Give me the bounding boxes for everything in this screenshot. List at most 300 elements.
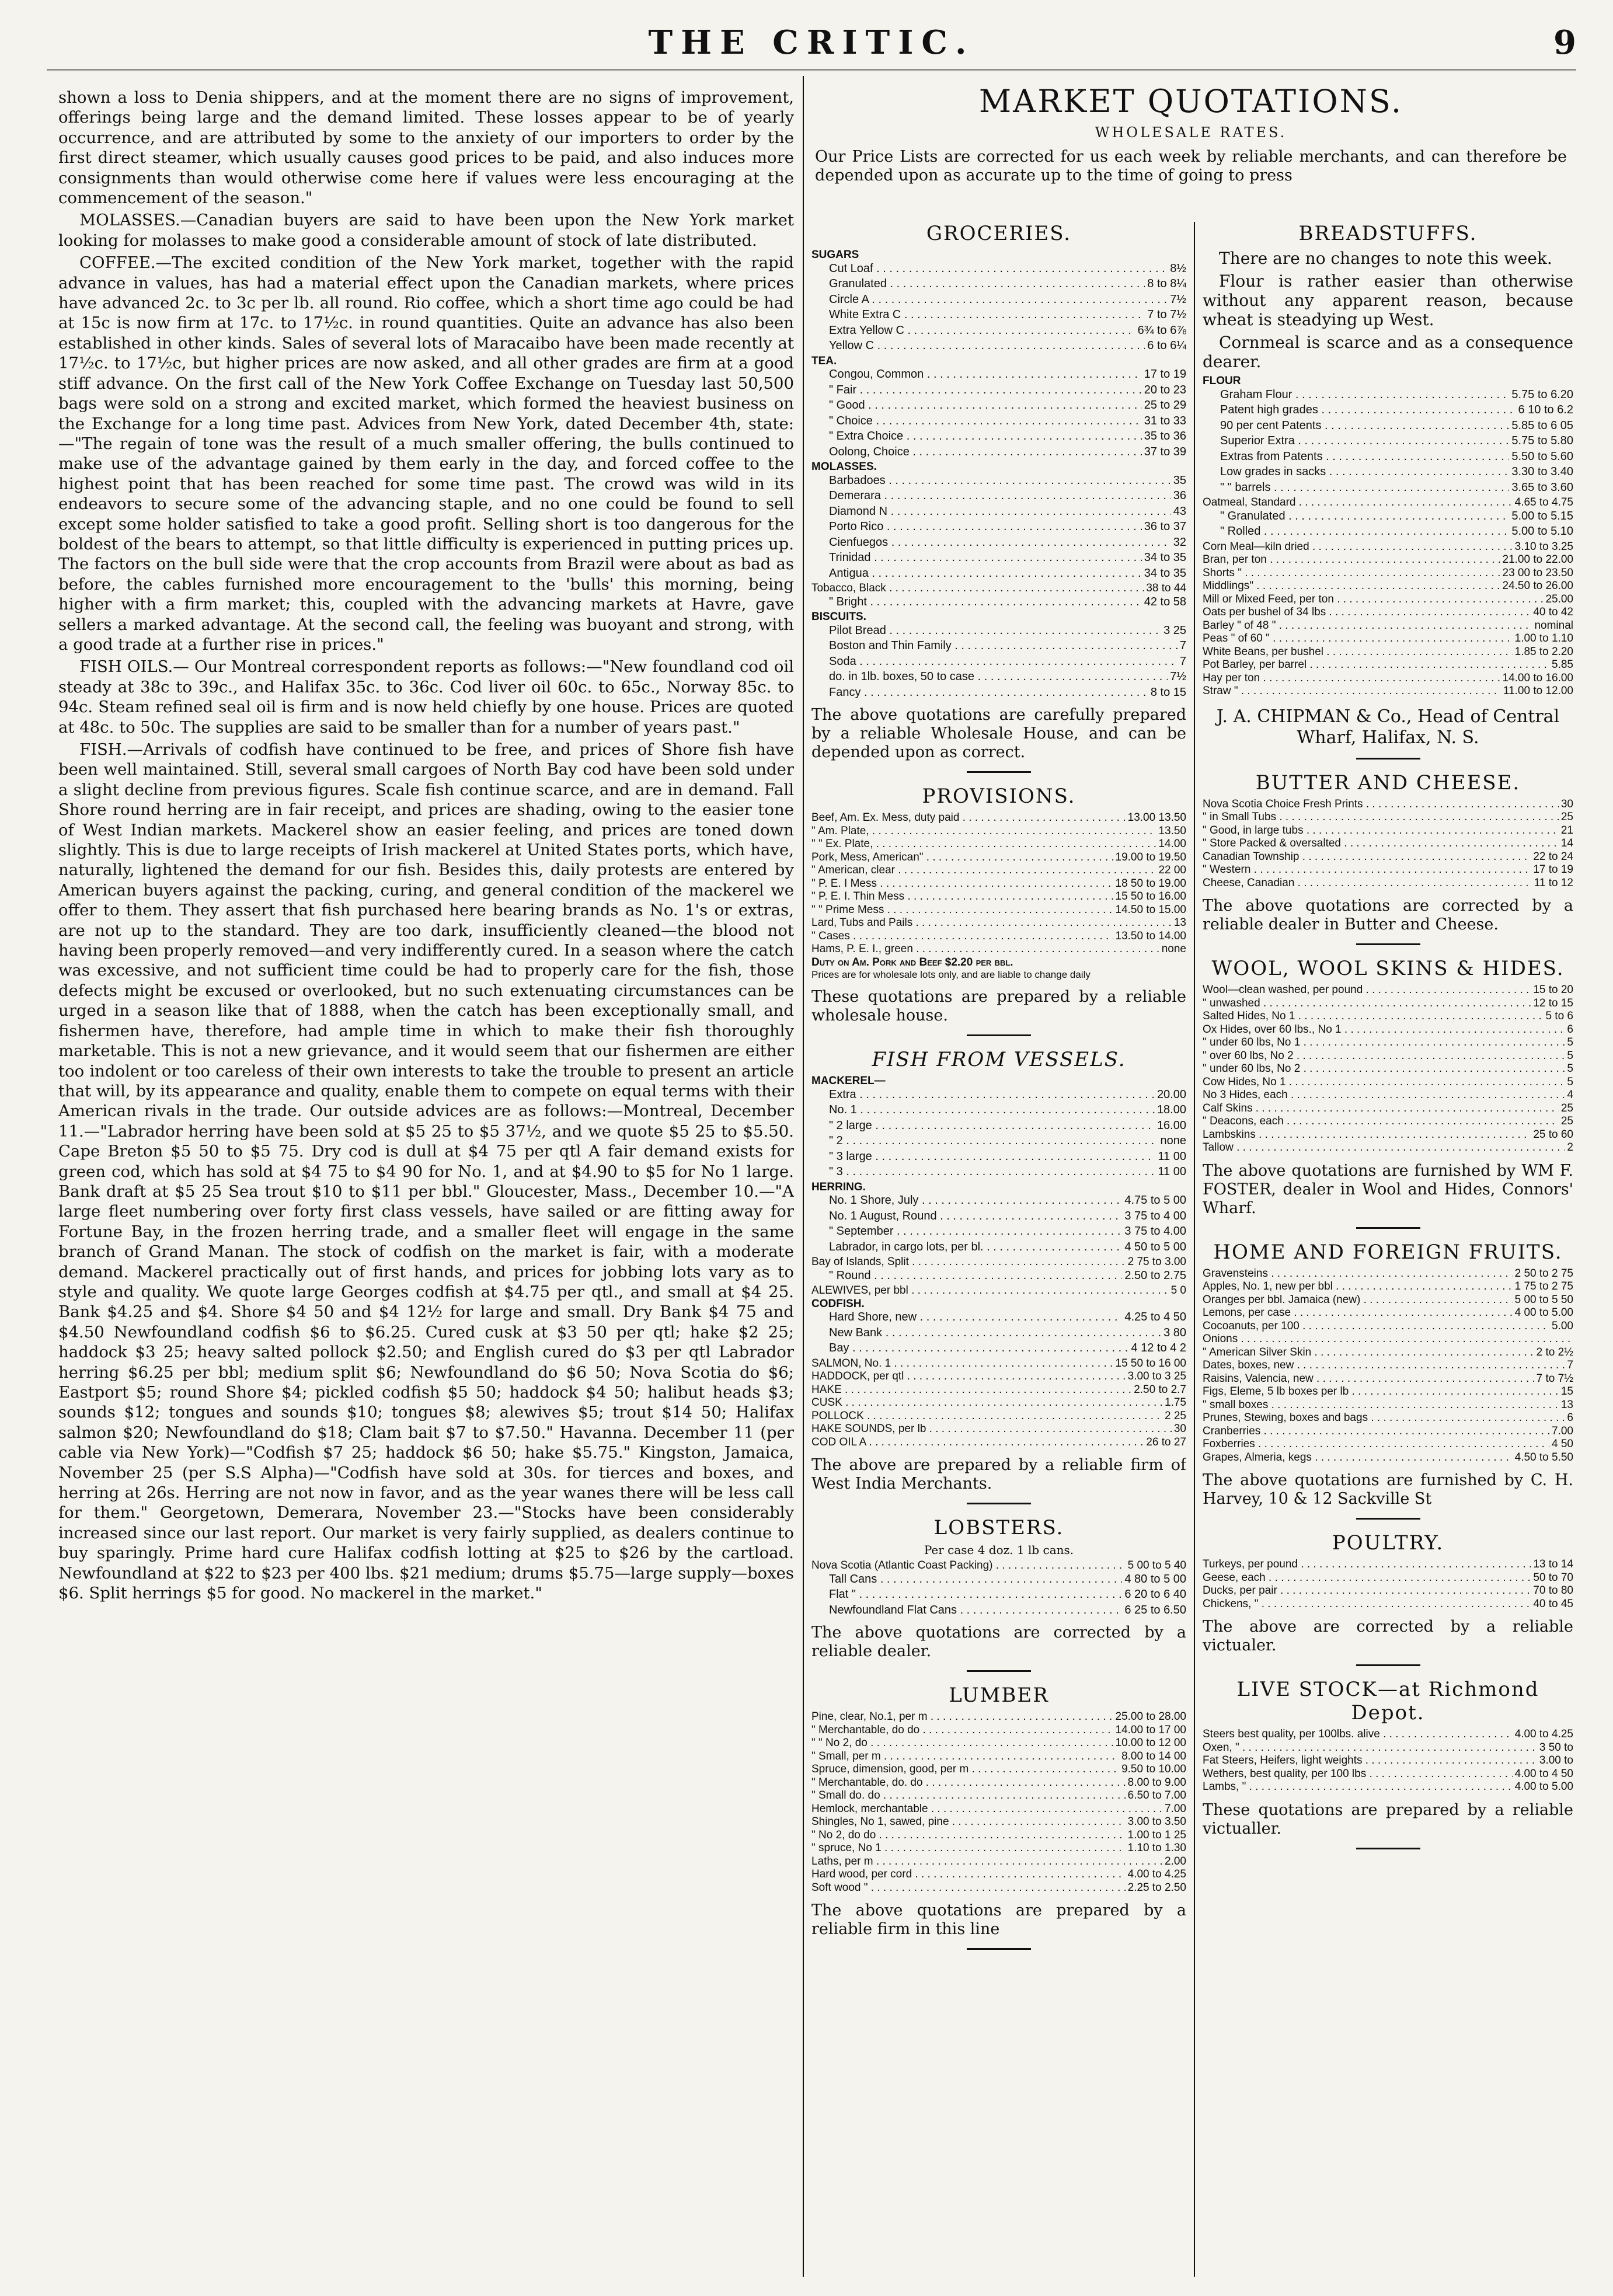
price-row [811, 1750, 1186, 1764]
price-row [811, 249, 1186, 262]
price-value: 6 20 to 6 40 [1124, 1588, 1186, 1601]
article-paragraph: FISH.—Arrivals of codfish have continued to be free, and prices of Shore fish have been well maintained. Still, several small cargoes of North Bay cod have been sold under a slight decline from previous figures. Scale fish continue scarce, and are in demand. Fall Shore round herring are in fair receipt, and prices are shading, owing to the easier tone of West Indian markets. Mackerel show an easier feeling, and prices are toned down slightly. This is due to large receipts of Irish mackerel at United States ports, which have, naturally, lightened the demand for our fish. Besides this, daily protests are entered by American buyers against the packing, curing, and general condition of the mackerel we offer to them. They assert that fish purchased here bearing brands as No. 1's or extras, are not up to the standard. They are too dark, insufficiently cleaned—the blood not having been properly removed—and very indifferently cured. In a season where the catch was excessive, and not sufficient time could be had to properly care for the fish, those defects might be excused or overlooked, but no such extenuating circumstances can be urged in a season like that of 1888, when the catch has been exceptionally small, and fishermen have, therefore, had ample time in which to make their fish thoroughly marketable. This is not a new grievance, and it would seem that our fishermen are either too indolent or too careless of their own interests to take the trouble to present an article that will, by its appearance and quality, enable them to compete on equal terms with their American rivals in the trade. Our outside advices are as follows:—Montreal, December 11.—"Labrador herring have been sold at $5 25 to $5 37½, and we quote $5 25 to $5.50. Cape Breton $5 50 to $5 75. Dry cod is dull at $4 75 per qtl A fair demand exists for green cod, which has sold at $4 75 to $4 90 for No. 1, and at $4.90 to $5 for No 1 large. Bank draft at $5 25 Sea trout $10 to $11 per bbl." Gloucester, Mass., December 10.—"A large fleet numbering over forty first class vessels, have sailed or are fitting away for Fortune Bay, in the frozen herring trade, and a smaller fleet will engage in the same branch of Grand Manan. The stock of codfish on the market is fair, with a moderate demand. Mackerel practically out of first hands, and prices for jobbing lots vary as to style and quality. We quote large Georges codfish at $4.75 per qtl., and small at $4 25. Bank $4.25 and $4. Shore $4 50 and $4 12½ for large and small. Dry Bank $4 75 and $4.50 Newfoundland codfish $6 to $6.25. Cured cusk at $3 50 per qtl; hake $2 25; haddock $3 25; heavy salted pollock $2.50; and English cured do $3 per qtl Labrador herring $6.25 per bbl; medium split $6; Newfoundland do $6 50; Nova Scotia do $6; Eastport $5; round Shore $4; pickled codfish $5 50; haddock $4 50; halibut heads $3; sounds $12; tongues and sounds $10; tongues $8; alewives $5; trout $14 50; Halifax salmon $20; Newfoundland do $18; Clam bait $7 to $7.50." Havanna. December 11 (per cable via New York)—"Codfish $7 25; haddock $6 50; hake $5.75." Kingston, Jamaica, November 25 (per S.S Alpha)—"Codfish have sold at 30s. for tierces and boxes, and herring at 26s. Herring are not now in favor, and as the year wanes there will be less call for them." Georgetown, Demerara, November 23.—"Stocks have been considerably increased since our last report. Our market is very fairly supplied, as dealers continue to buy sparingly. Prime hard cure Halifax codfish lotting at $25 to $26 by the cartload. Newfoundland at $22 to $23 per 400 lbs. $21 medium; drums $5.75—large supply—boxes $6. Split herrings $5 for good. No mackerel in the market." [58, 740, 794, 1603]
price-row [1203, 863, 1573, 877]
price-value [1184, 249, 1186, 262]
price-value: 25 to 60 [1533, 1128, 1573, 1141]
price-item: " unwashed . . . [1203, 997, 1531, 1011]
groceries-title: GROCERIES. [926, 222, 1072, 245]
price-row [1203, 606, 1573, 619]
price-item: Laths, per m . . . [811, 1855, 1162, 1869]
article-paragraph: shown a loss to Denia shippers, and at the moment there are no signs of improvement, offerings being large and the demand limited. These losses appear to be of yearly occurrence, and are attributed by some to the anxiety of our importers to order by the first direct steamer, which usually causes good prices to be paid, and also induces more consignments than would otherwise come here if values were less encouraging at the commencement of the season." [58, 88, 794, 208]
price-row [1203, 1141, 1573, 1155]
price-value [1571, 375, 1573, 388]
price-row [1203, 1425, 1573, 1438]
price-item: Dates, boxes, new . . . [1203, 1359, 1565, 1372]
price-row [1203, 1280, 1573, 1294]
price-value: 4.00 to 4 50 [1514, 1767, 1573, 1780]
price-row [811, 551, 1186, 565]
price-item: " Choice . . . [811, 414, 1142, 428]
price-row [811, 262, 1186, 276]
price-item: " P. E. I. Thin Mess . . . [811, 890, 1113, 904]
price-row [1203, 1346, 1573, 1360]
price-value: 4.00 to 4.25 [1127, 1868, 1186, 1880]
price-row [1203, 553, 1573, 567]
price-row [1203, 1399, 1573, 1412]
price-item: Bran, per ton . . . [1203, 553, 1500, 567]
price-row [811, 567, 1186, 580]
price-value: 1.00 to 1.10 [1514, 632, 1573, 644]
price-row [811, 430, 1186, 443]
price-row [1203, 580, 1573, 593]
price-row [1203, 1572, 1573, 1585]
price-item: " Good . . . [811, 399, 1142, 412]
price-value: 2 75 to 3.00 [1127, 1256, 1186, 1268]
price-value: 7 [1179, 654, 1186, 668]
page-number: 9 [1553, 23, 1576, 62]
price-value: 25 [1560, 811, 1573, 823]
article-paragraph: FISH OILS.— Our Montreal correspondent reports as follows:—"New foundland cod oil steady at 38c to 39c., and Halifax 35c. to 36c. Cod liver oil 60c. to 65c., Norway 85c. to 94c. Steam refined seal oil is firm and is now held chiefly by one house. Prices are quoted at 48c. to 50c. The supplies are said to be smaller than for a number of years past." [58, 657, 794, 737]
price-row [1203, 1267, 1573, 1281]
price-row [811, 1410, 1186, 1423]
fish_vessels-title: FISH FROM VESSELS. [872, 1048, 1126, 1071]
price-item: Raisins, Valencia, new . . . [1203, 1372, 1534, 1386]
price-item: " Small do. do . . . [811, 1789, 1126, 1803]
price-value: 1.85 to 2.20 [1514, 645, 1573, 658]
price-value: 6.50 to 7.00 [1127, 1789, 1186, 1802]
price-item: Circle A . . . [811, 293, 1168, 306]
price-row [1203, 1050, 1573, 1063]
breadstuffs-paragraph: There are no changes to note this week. [1219, 249, 1552, 268]
price-row [1203, 1062, 1573, 1076]
price-row [1203, 388, 1573, 402]
price-row [1203, 1754, 1573, 1768]
price-row [811, 461, 1186, 474]
price-value: 4.75 to 5 00 [1124, 1194, 1186, 1207]
price-item: Mill or Mixed Feed, per ton . . . [1203, 593, 1543, 607]
price-value: 7 [1179, 639, 1186, 652]
price-value: 18.00 [1156, 1103, 1186, 1116]
wool-section [1203, 957, 1573, 1229]
price-item: Cow Hides, No 1 . . . [1203, 1076, 1565, 1089]
groceries-note: The above quotations are carefully prepared by a reliable Wholesale House, and can be depended upon as correct. [811, 706, 1186, 761]
provisions-footnote: Prices are for wholesale lots only, and are liable to change daily [811, 969, 1091, 980]
price-item: Extras from Patents . . . [1203, 450, 1509, 464]
column-rule-left [803, 76, 804, 2277]
price-row [811, 324, 1186, 337]
price-row [811, 1370, 1186, 1384]
price-item: No 3 Hides, each . . . [1203, 1089, 1565, 1102]
price-value: 8.00 to 14 00 [1121, 1750, 1186, 1762]
price-value: 7 to 7½ [1147, 308, 1186, 321]
price-value: 14.00 to 16.00 [1502, 671, 1573, 684]
price-row [811, 1384, 1186, 1397]
price-row [811, 1604, 1186, 1617]
price-item: FLOUR [1203, 375, 1241, 387]
price-row [811, 489, 1186, 503]
fruits-title: HOME AND FOREIGN FRUITS. [1213, 1240, 1563, 1264]
price-row [811, 505, 1186, 518]
price-value: 5 00 to 5 50 [1514, 1293, 1573, 1306]
price-value: nominal [1534, 619, 1573, 632]
price-value: 5 [1567, 1062, 1573, 1075]
price-item: HAKE SOUNDS, per lb . . . [811, 1423, 1172, 1436]
price-row [1203, 837, 1573, 851]
price-value: 36 to 37 [1144, 520, 1186, 533]
price-row [811, 308, 1186, 322]
price-row [811, 1194, 1186, 1207]
price-row [1203, 1333, 1573, 1346]
section-divider [1356, 1664, 1420, 1666]
price-item: " Cases . . . [811, 930, 1113, 943]
price-value: 22 to 24 [1533, 850, 1573, 863]
livestock-title: LIVE STOCK—at Richmond Depot. [1236, 1678, 1539, 1724]
price-item: Patent high grades . . . [1203, 403, 1516, 417]
price-value: 5 0 [1170, 1284, 1186, 1297]
price-value: 3.10 to 3.25 [1514, 540, 1573, 553]
section-divider [1356, 1848, 1420, 1849]
price-value: 11.00 to 12.00 [1503, 685, 1573, 697]
price-value: 3.00 to 3 25 [1127, 1370, 1186, 1382]
price-row [811, 1326, 1186, 1340]
price-item: Tall Cans . . . [811, 1573, 1122, 1586]
price-value: 4.00 to 5.00 [1514, 1781, 1573, 1793]
price-item: " 3 large . . . [811, 1150, 1155, 1163]
price-item: BISCUITS. [811, 611, 866, 623]
price-value: 5 [1567, 1075, 1573, 1088]
price-row [811, 1763, 1186, 1776]
price-item: POLLOCK . . . [811, 1410, 1162, 1423]
price-item: Pork, Mess, American" . . . [811, 851, 1113, 865]
price-value: 22 00 [1158, 864, 1186, 876]
price-item: Hard wood, per cord . . . [811, 1868, 1126, 1882]
price-row [1203, 1010, 1573, 1023]
price-value: 3 25 [1163, 623, 1186, 637]
price-item: Cocoanuts, per 100 . . . [1203, 1320, 1549, 1333]
price-item: Corn Meal—kiln dried . . . [1203, 541, 1513, 554]
price-row [811, 414, 1186, 428]
price-item: HERRING. [811, 1180, 866, 1193]
price-value: 14.00 to 17 00 [1115, 1723, 1186, 1736]
price-value: 9.50 to 10.00 [1121, 1763, 1186, 1775]
section-divider [967, 771, 1031, 773]
price-item: " small boxes . . . [1203, 1399, 1559, 1412]
price-item: Oxen, " . . . [1203, 1741, 1537, 1755]
price-row [811, 1868, 1186, 1882]
price-item: Wethers, best quality, per 100 lbs . . . [1203, 1768, 1513, 1781]
price-row [811, 917, 1186, 930]
price-item: Cheese, Canadian . . . [1203, 877, 1532, 890]
price-item: CUSK . . . [811, 1396, 1162, 1410]
price-item: CODFISH. [811, 1297, 865, 1310]
price-value: 7.00 [1165, 1802, 1186, 1815]
price-row [1203, 1385, 1573, 1399]
price-item: MACKEREL— [811, 1075, 886, 1087]
price-item: Oatmeal, Standard . . . [1203, 496, 1513, 510]
price-row [1203, 1128, 1573, 1142]
price-row [1203, 1102, 1573, 1116]
price-item: Hemlock, merchantable . . . [811, 1803, 1162, 1816]
price-row [811, 1855, 1186, 1869]
price-column-right [1203, 222, 1573, 2277]
price-item: TEA. [811, 354, 837, 367]
price-item: Oolong, Choice . . . [811, 445, 1142, 459]
price-value: 4.50 to 5.50 [1514, 1451, 1573, 1464]
price-value: 6 to 6¼ [1147, 339, 1186, 352]
price-value: 4 50 [1552, 1438, 1573, 1450]
price-item: Superior Extra . . . [1203, 434, 1509, 448]
breadstuffs-title: BREADSTUFFS. [1298, 222, 1478, 245]
price-value: 5.00 to 5.15 [1511, 509, 1573, 522]
price-row [811, 890, 1186, 904]
price-value: 43 [1173, 504, 1186, 518]
price-value: 8.00 to 9.00 [1127, 1776, 1186, 1789]
poultry-note: The above are corrected by a reliable victualer. [1203, 1618, 1573, 1654]
price-row [811, 1342, 1186, 1355]
price-value: 3 80 [1163, 1326, 1186, 1339]
price-item: " " Ex. Plate, . . . [811, 838, 1156, 851]
fish_vessels-section [811, 1048, 1186, 1504]
price-value: 8 to 15 [1150, 685, 1186, 699]
price-item: Oranges per bbl. Jamaica (new) . . . [1203, 1294, 1513, 1307]
price-value: 50 to 70 [1533, 1571, 1573, 1584]
price-row [811, 1737, 1186, 1750]
price-row [811, 811, 1186, 825]
price-value: 20.00 [1156, 1088, 1186, 1101]
price-row [1203, 481, 1573, 494]
price-row [811, 399, 1186, 412]
price-row [1203, 1306, 1573, 1320]
price-item: SALMON, No. 1 . . . [811, 1357, 1113, 1371]
price-row [1203, 997, 1573, 1011]
price-value: 34 to 35 [1144, 551, 1186, 564]
price-item: Tallow . . . [1203, 1141, 1565, 1155]
price-value: 2 to 2½ [1536, 1346, 1573, 1358]
price-item: " Merchantable, do do . . . [811, 1724, 1113, 1737]
price-value: 5 [1567, 1036, 1573, 1048]
price-row [1203, 403, 1573, 417]
section-divider [967, 1948, 1031, 1950]
price-value: 3 75 to 4 00 [1124, 1209, 1186, 1222]
price-row [811, 1088, 1186, 1102]
price-item: Ox Hides, over 60 lbs., No 1 . . . [1203, 1023, 1565, 1037]
price-item: " American Silver Skin . . . [1203, 1346, 1534, 1360]
fruits-section [1203, 1241, 1573, 1520]
price-item: Oats per bushel of 34 lbs . . . [1203, 606, 1531, 619]
price-value: 13.00 13.50 [1127, 811, 1186, 824]
price-value: 13 [1560, 1398, 1573, 1411]
price-value: 25 [1560, 1115, 1573, 1127]
news-column [58, 88, 794, 2271]
price-row [1203, 1089, 1573, 1102]
price-value: 7½ [1170, 670, 1186, 683]
price-row [1203, 1036, 1573, 1050]
price-item: New Bank . . . [811, 1326, 1161, 1340]
price-row [1203, 1294, 1573, 1307]
price-value: 2.25 to 2.50 [1127, 1881, 1186, 1894]
header-rule [47, 69, 1576, 71]
price-row [811, 1165, 1186, 1179]
price-value: 2 25 [1165, 1409, 1186, 1422]
price-row [811, 1436, 1186, 1450]
price-value: 21 [1560, 824, 1573, 837]
price-item: Soft wood " . . . [811, 1882, 1126, 1895]
price-item: Pilot Bread . . . [811, 624, 1161, 637]
price-item: Pine, clear, No.1, per m . . . [811, 1710, 1113, 1724]
price-item: Diamond N . . . [811, 505, 1171, 518]
price-value [1184, 611, 1186, 624]
price-item: Onions . . . [1203, 1333, 1571, 1346]
price-value: 4 12 to 4 2 [1131, 1342, 1186, 1354]
price-item: Grapes, Almeria, kegs . . . [1203, 1451, 1513, 1465]
price-value: 26 to 27 [1146, 1436, 1186, 1448]
butter-title: BUTTER AND CHEESE. [1255, 771, 1521, 795]
price-item: " " barrels . . . [1203, 481, 1509, 494]
price-item: " Western . . . [1203, 863, 1531, 877]
price-value [1184, 956, 1186, 970]
price-row [1203, 646, 1573, 659]
price-item: " 3 . . . [811, 1165, 1155, 1179]
section-divider [1356, 758, 1420, 759]
price-row [1203, 525, 1573, 538]
price-value: 10.00 to 12 00 [1115, 1737, 1186, 1749]
price-row [811, 1298, 1186, 1311]
price-value: 14 [1560, 837, 1573, 849]
price-value: 1.75 [1165, 1396, 1186, 1409]
section-divider [967, 1034, 1031, 1036]
price-item: Gravensteins . . . [1203, 1267, 1513, 1281]
price-item: " 2 . . . [811, 1134, 1158, 1148]
price-value: 3.00 to [1539, 1754, 1573, 1767]
price-column-middle [811, 222, 1186, 2277]
price-value: 11 00 [1158, 1165, 1186, 1178]
price-value: 2.50 to 2.7 [1134, 1383, 1186, 1396]
price-value [1184, 1181, 1186, 1194]
price-item: " No 2, do do . . . [811, 1829, 1126, 1842]
price-value: 5.85 to 6 05 [1511, 419, 1573, 432]
price-item: Graham Flour . . . [1203, 388, 1509, 402]
price-value: 17 to 19 [1144, 368, 1186, 381]
price-row [1203, 632, 1573, 646]
price-item: Steers best quality, per 100lbs. alive . . . [1203, 1728, 1513, 1741]
price-value: 14.00 [1158, 838, 1186, 850]
market-quotations-title: MARKET QUOTATIONS. [978, 83, 1403, 120]
price-value: 36 [1173, 489, 1186, 502]
price-row [811, 1311, 1186, 1324]
price-value: 4.25 to 4 50 [1124, 1311, 1186, 1323]
price-value: 1.00 to 1 25 [1127, 1828, 1186, 1841]
wool-title: WOOL, WOOL SKINS & HIDES. [1211, 957, 1565, 980]
price-value [1184, 461, 1186, 474]
price-row [811, 1284, 1186, 1298]
price-row [811, 1103, 1186, 1117]
price-row [811, 1181, 1186, 1194]
price-row [1203, 1023, 1573, 1037]
price-item: Hams, P. E. I., green . . . [811, 943, 1159, 956]
price-item: Fancy . . . [811, 686, 1148, 699]
price-item: Soda . . . [811, 655, 1177, 668]
lumber-section [811, 1684, 1186, 1950]
price-row [811, 864, 1186, 877]
price-value: 14.50 to 15.00 [1115, 903, 1186, 916]
price-value: 5.75 to 5.80 [1511, 434, 1573, 447]
price-row [1203, 1359, 1573, 1372]
price-item: Spruce, dimension, good, per m . . . [811, 1763, 1119, 1776]
provisions-section [811, 785, 1186, 1036]
price-value: 11 to 12 [1534, 876, 1573, 889]
price-row [1203, 851, 1573, 864]
price-row [811, 1241, 1186, 1254]
price-row [1203, 593, 1573, 607]
price-item: HADDOCK, per qtl . . . [811, 1370, 1126, 1384]
price-row [1203, 1372, 1573, 1386]
wholesale-rates-subtitle: WHOLESALE RATES. [1095, 124, 1287, 141]
price-item: Demerara . . . [811, 489, 1171, 503]
price-value: 15 to 20 [1533, 984, 1573, 996]
section-divider [1356, 1518, 1420, 1520]
price-item: " American, clear . . . [811, 864, 1156, 877]
price-value: 19.00 to 19.50 [1115, 851, 1186, 863]
price-item: HAKE . . . [811, 1384, 1131, 1397]
butter-section [1203, 771, 1573, 946]
price-value: 5.00 to 5.10 [1511, 525, 1573, 538]
price-item: Labrador, in cargo lots, per bl. . . . [811, 1241, 1122, 1254]
price-row [1203, 1741, 1573, 1755]
price-value: 4 00 to 5.00 [1514, 1306, 1573, 1319]
article-paragraph: MOLASSES.—Canadian buyers are said to have been upon the New York market looking for molasses to make good a considerable amount of stock of late distributed. [58, 211, 794, 250]
price-value: 16.00 [1156, 1119, 1186, 1132]
price-value: 21.00 to 22.00 [1502, 553, 1573, 566]
price-row [811, 368, 1186, 381]
price-value: none [1160, 1134, 1186, 1147]
price-item: Yellow C . . . [811, 339, 1145, 353]
price-row [811, 1842, 1186, 1855]
price-value: 17 to 19 [1533, 863, 1573, 876]
price-item: Cut Loaf . . . [811, 262, 1168, 276]
butter-note: The above quotations are corrected by a reliable dealer in Butter and Cheese. [1203, 897, 1573, 933]
price-item: MOLASSES. [811, 461, 877, 473]
price-value [1184, 1075, 1186, 1088]
price-item: Extra Yellow C . . . [811, 324, 1135, 337]
price-value: 24.50 to 26.00 [1502, 580, 1573, 592]
price-value: 7.00 [1552, 1424, 1573, 1437]
price-item: Low grades in sacks . . . [1203, 465, 1509, 479]
price-value: 6¾ to 6⅞ [1137, 323, 1186, 337]
price-item: Tobacco, Black . . . [811, 582, 1144, 595]
quotations-intro: Our Price Lists are corrected for us each week by reliable merchants, and can therefore be depended upon as accurate up to the time of going to press [815, 148, 1567, 184]
price-row [811, 1573, 1186, 1586]
price-row [811, 339, 1186, 353]
price-item: White Extra C . . . [811, 308, 1145, 322]
lobsters-note: The above quotations are corrected by a reliable dealer. [811, 1623, 1186, 1660]
price-item: Pot Barley, per barrel . . . [1203, 659, 1549, 672]
article-paragraph: COFFEE.—The excited condition of the New York market, together with the rapid advance in values, has had a material effect upon the Canadian markets, where prices have advanced 2c. to 3c per lb. all round. Rio coffee, which a short time ago could be had at 15c is now firm at 17c. to 17½c. in round quantities. Quite an advance has also been established in other kinds. Sales of several lots of Maracaibo have been made recently at 17½c. to 17½c, but higher prices are now asked, and all other grades are firm at a good stiff advance. On the first call of the New York Coffee Exchange on Tuesday last 50,500 bags were sold on a strong and excited market, which formed the heaviest business on the Exchange for a long time past. Advices from New York, dated December 4th, state:—"The regain of tone was the result of a much smaller offering, the bulls continued to make use of the advantage gained by them early in the day, and forced coffee to the highest point that has been reached for some time past. The crowd was wild in its endeavors to secure some of the advancing staple, and no one could be found to sell except some holder satisfied to take a good profit. Selling short is too dangerous for the boldest of the bears to attempt, so that little difficulty is experienced in putting prices up. The factors on the bull side were that the crop accounts from Brazil were about as bad as before, the cables furnished more encouragement to the 'bulls' this morning, being higher with a firm market; this, coupled with the advancing markets at Havre, gave sellers a marked advantage. At the second call, the feeling was buoyant and strong, with a good trade at a further rise in prices." [58, 253, 794, 654]
price-row [811, 1789, 1186, 1803]
price-value: 1 75 to 2 75 [1514, 1280, 1573, 1292]
price-row [811, 1710, 1186, 1724]
price-item: Middlings" . . . [1203, 580, 1500, 593]
price-value [1184, 355, 1186, 368]
price-value: 32 [1173, 535, 1186, 549]
price-value: 25 [1560, 1102, 1573, 1114]
price-row [811, 825, 1186, 838]
price-row [811, 1210, 1186, 1223]
price-value: 23 00 to 23.50 [1502, 566, 1573, 579]
masthead: THE CRITIC. [648, 23, 975, 62]
price-item: Chickens, " . . . [1203, 1598, 1531, 1611]
price-item: " " No 2, do . . . [811, 1737, 1113, 1750]
price-value: 37 to 39 [1144, 445, 1186, 458]
price-item: " September . . . [811, 1225, 1122, 1238]
